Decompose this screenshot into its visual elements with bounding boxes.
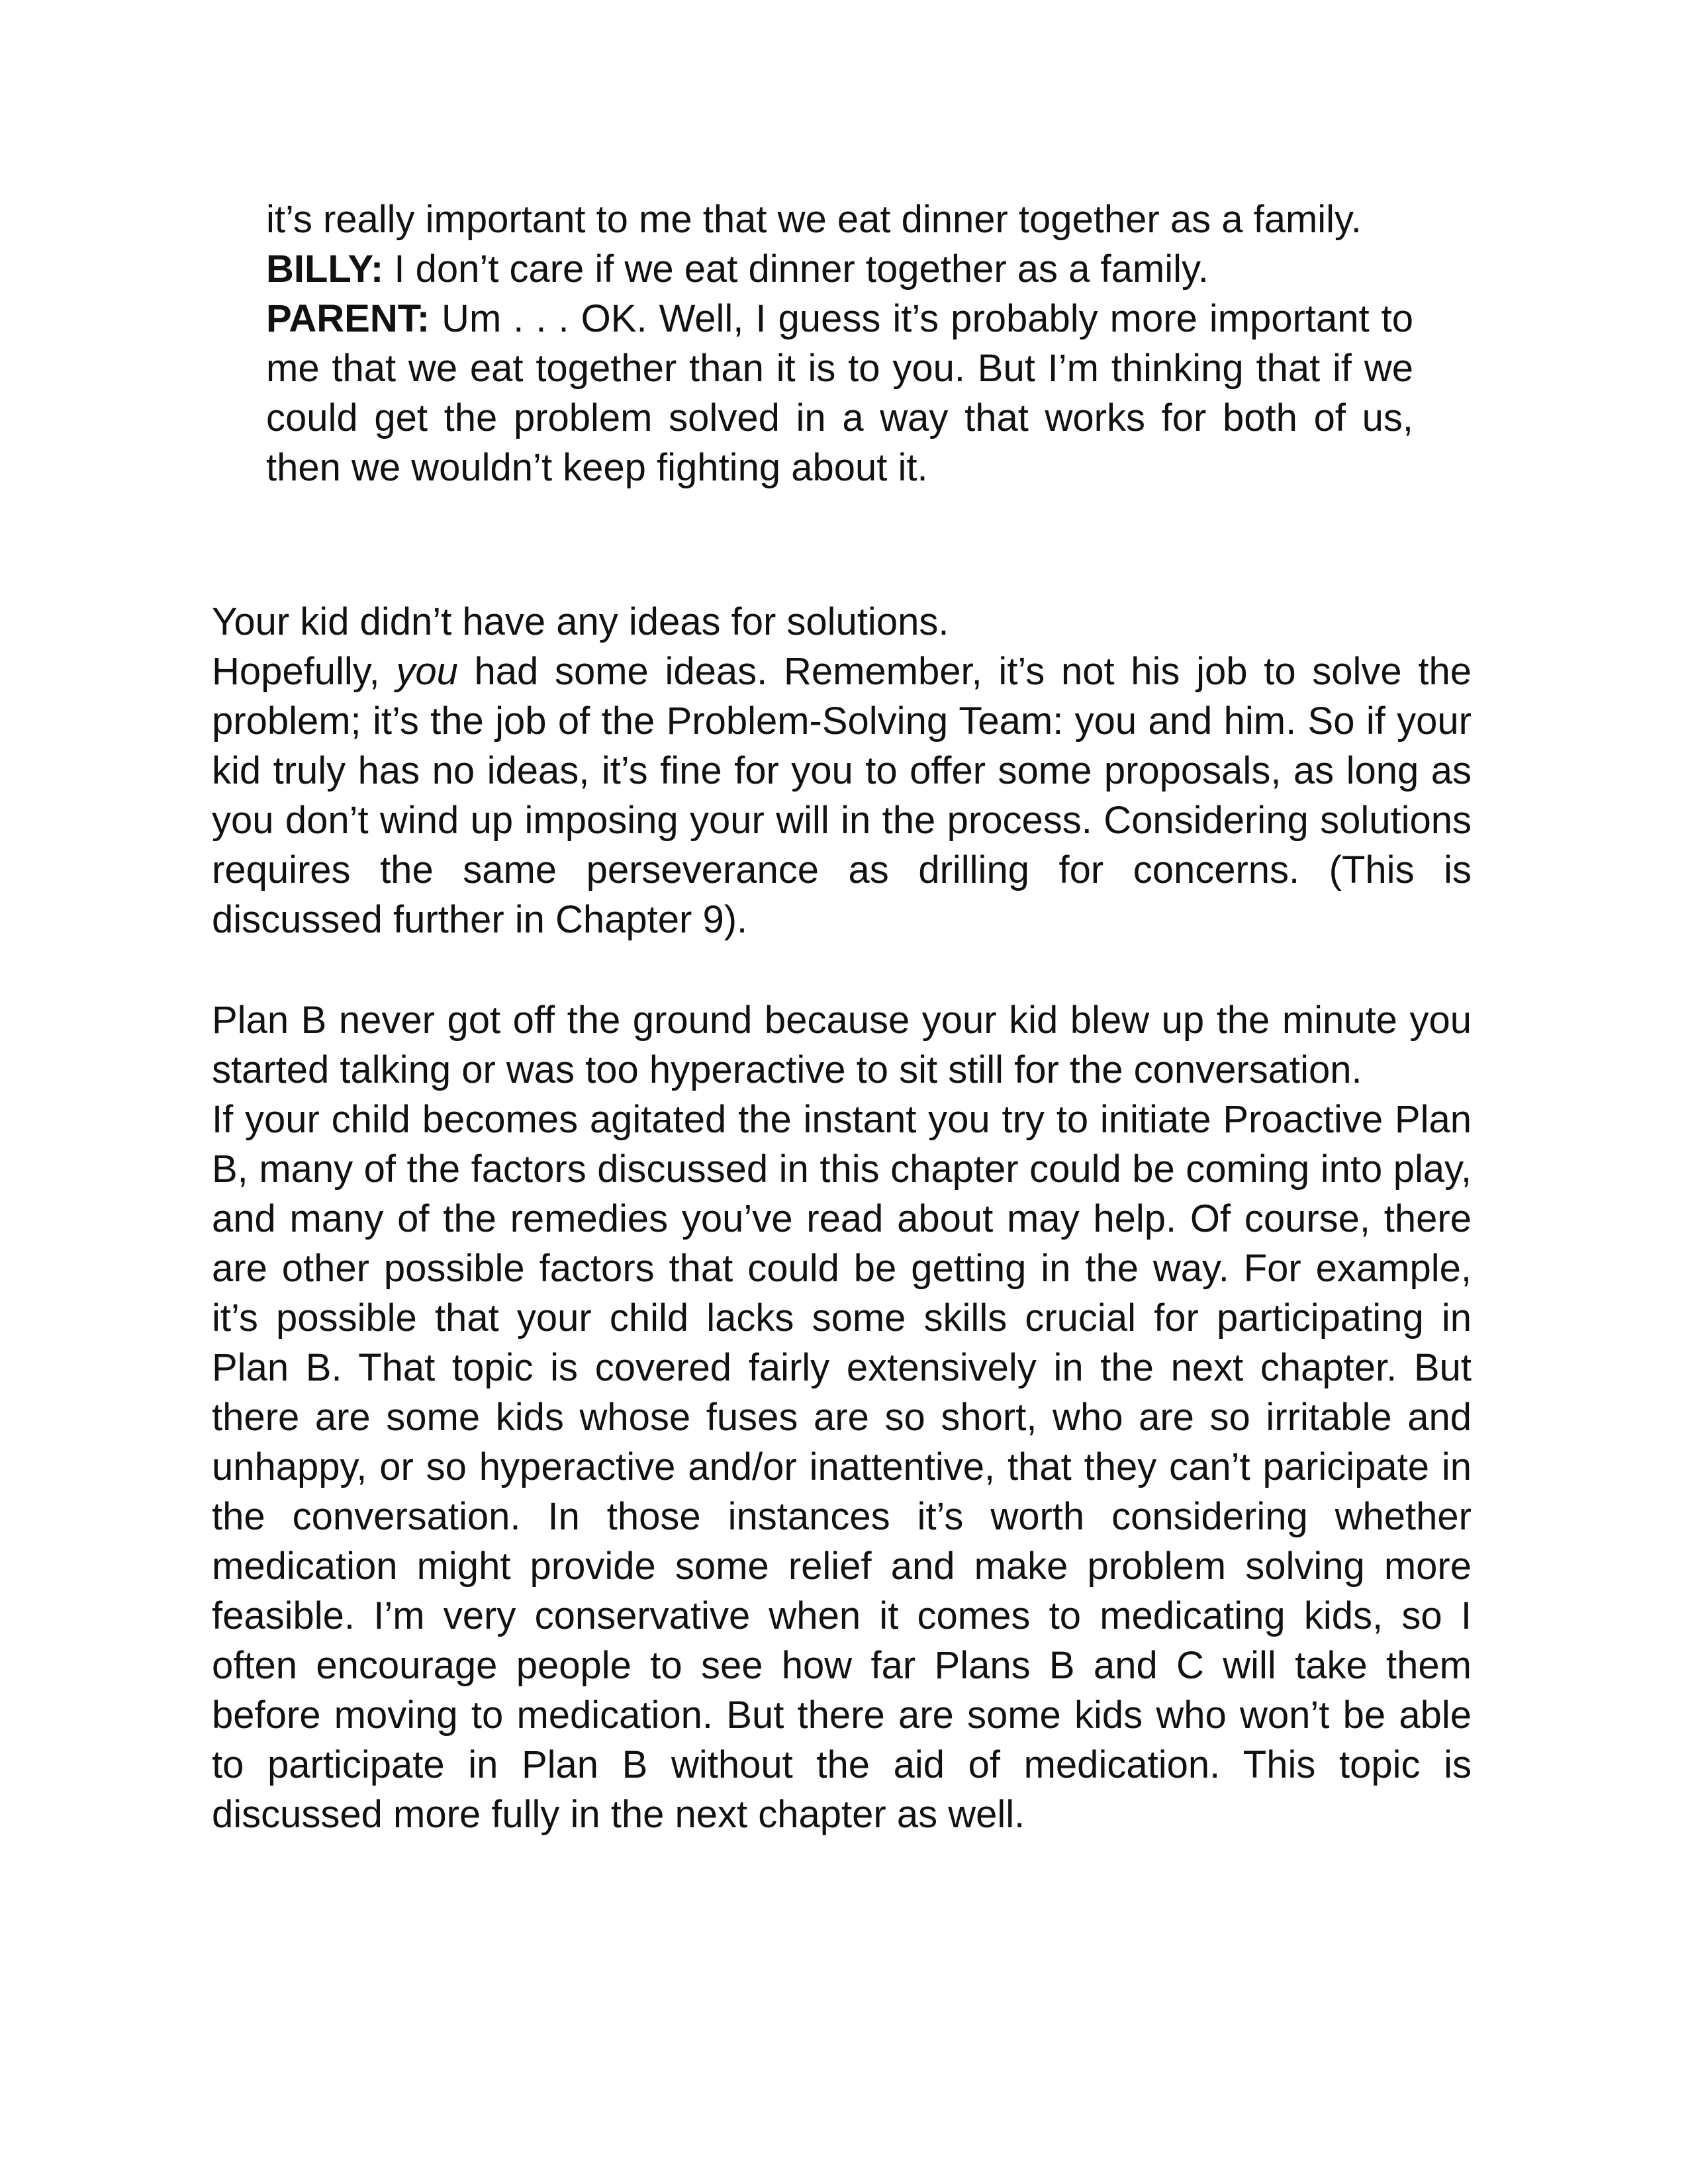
section-heading-no-ideas: Your kid didn’t have any ideas for solutions. [212, 600, 949, 643]
paragraph-intro-text: Hopefully, [212, 650, 397, 693]
plan-b-blowup-section [212, 995, 1472, 1839]
dialogue-line-continuation [266, 195, 1413, 244]
speaker-label-parent: PARENT: [266, 297, 430, 340]
parent-dialogue-text: Um . . . OK. Well, I guess it’s probably more important to me that we eat together than it is to you. But I’m thinking that if we could get the problem solved in a way that works for both of us, then we wouldn’t keep fighting about it. [266, 297, 1413, 489]
emphasized-word: you [396, 650, 458, 693]
plan-b-paragraph: If your child becomes agitated the instant you try to initiate Proactive Plan B, many of the factors discussed in this chapter could be coming into play, and many of the remedies you’ve read about may help. Of course, there are other possible factors that could be getting in the way. For example, it’s possible that your child lacks some skills crucial for participating in Plan B. That topic is covered fairly extensively in the next chapter. But there are some kids whose fuses are so short, who are so irritable and unhappy, or so hyperactive and/or inattentive, that they can’t paricipate in the conversation. In those instances it’s worth considering whether medication might provide some relief and make problem solving more feasible. I’m very conservative when it comes to medicating kids, so I often encourage people to see how far Plans B and C will take them before moving to medication. But there are some kids who won’t be able to participate in Plan B without the aid of medication. This topic is discussed more fully in the next chapter as well. [212, 1098, 1472, 1836]
section-heading-plan-b: Plan B never got off the ground because your kid blew up the minute you started talking or was too hyperactive to sit still for the conversation. [212, 999, 1472, 1091]
dialogue-line-billy [266, 244, 1413, 294]
paragraph-body-text: had some ideas. Remember, it’s not his job to solve the problem; it’s the job of the Problem-Solving Team: you and him. So if your kid truly has no ideas, it’s fine for you to offer some proposals, as long as you don’t wind up imposing your will in the process. Considering solutions requires the same perseverance as drilling for concerns. (This is discussed further in Chapter 9). [212, 650, 1472, 941]
no-solution-ideas-section [212, 597, 1472, 944]
dialogue-excerpt [266, 195, 1413, 492]
billy-dialogue-text: I don’t care if we eat dinner together as a family. [383, 248, 1209, 291]
speaker-label-billy: BILLY: [266, 248, 384, 291]
dialogue-text: it’s really important to me that we eat dinner together as a family. [266, 198, 1362, 241]
dialogue-line-parent [266, 294, 1413, 492]
no-ideas-paragraph [212, 647, 1472, 944]
